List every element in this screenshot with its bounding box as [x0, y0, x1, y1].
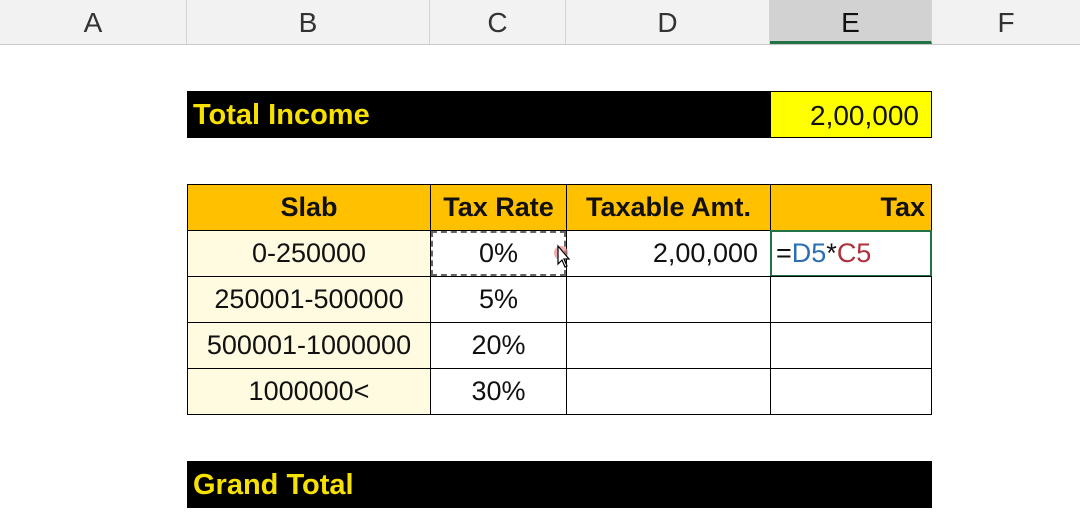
column-header-c[interactable]: C [430, 0, 566, 44]
header-slab[interactable]: Slab [187, 184, 431, 231]
formula-ref-d5: D5 [791, 238, 827, 268]
taxable-amount-cell[interactable] [566, 276, 771, 323]
header-tax[interactable]: Tax [770, 184, 932, 231]
rate-cell[interactable]: 5% [430, 276, 567, 323]
total-income-label: Total Income [193, 99, 370, 131]
tax-formula-cell[interactable] [770, 230, 932, 277]
tax-cell[interactable] [770, 276, 932, 323]
tax-cell[interactable] [770, 322, 932, 369]
slab-cell[interactable]: 500001-1000000 [187, 322, 431, 369]
rate-cell[interactable]: 30% [430, 368, 567, 415]
formula-operator: * [826, 238, 837, 268]
formula-ref-c5: C5 [836, 238, 872, 268]
taxable-amount-cell[interactable] [566, 322, 771, 369]
rate-cell[interactable]: 20% [430, 322, 567, 369]
tax-cell[interactable] [770, 368, 932, 415]
total-income-value-cell[interactable]: 2,00,000 [770, 91, 932, 138]
slab-cell[interactable]: 1000000< [187, 368, 431, 415]
column-header-e[interactable]: E [770, 0, 932, 44]
formula-equals: = [776, 238, 792, 268]
column-header-a[interactable]: A [0, 0, 187, 44]
header-taxable-amount[interactable]: Taxable Amt. [566, 184, 771, 231]
header-tax-rate[interactable]: Tax Rate [430, 184, 567, 231]
total-income-label-cell[interactable] [187, 91, 770, 138]
column-header-f[interactable]: F [997, 7, 1015, 38]
grand-total-label: Grand Total [193, 469, 354, 501]
taxable-amount-cell[interactable]: 2,00,000 [566, 230, 771, 277]
column-header-d[interactable]: D [566, 0, 770, 44]
move-cursor-icon [554, 244, 572, 270]
column-header-b[interactable]: B [187, 0, 430, 44]
rate-cell[interactable]: 0% [430, 230, 567, 277]
column-header-bar [0, 0, 1080, 45]
taxable-amount-cell[interactable] [566, 368, 771, 415]
grand-total-label-cell[interactable] [187, 461, 932, 508]
slab-cell[interactable]: 0-250000 [187, 230, 431, 277]
slab-cell[interactable]: 250001-500000 [187, 276, 431, 323]
